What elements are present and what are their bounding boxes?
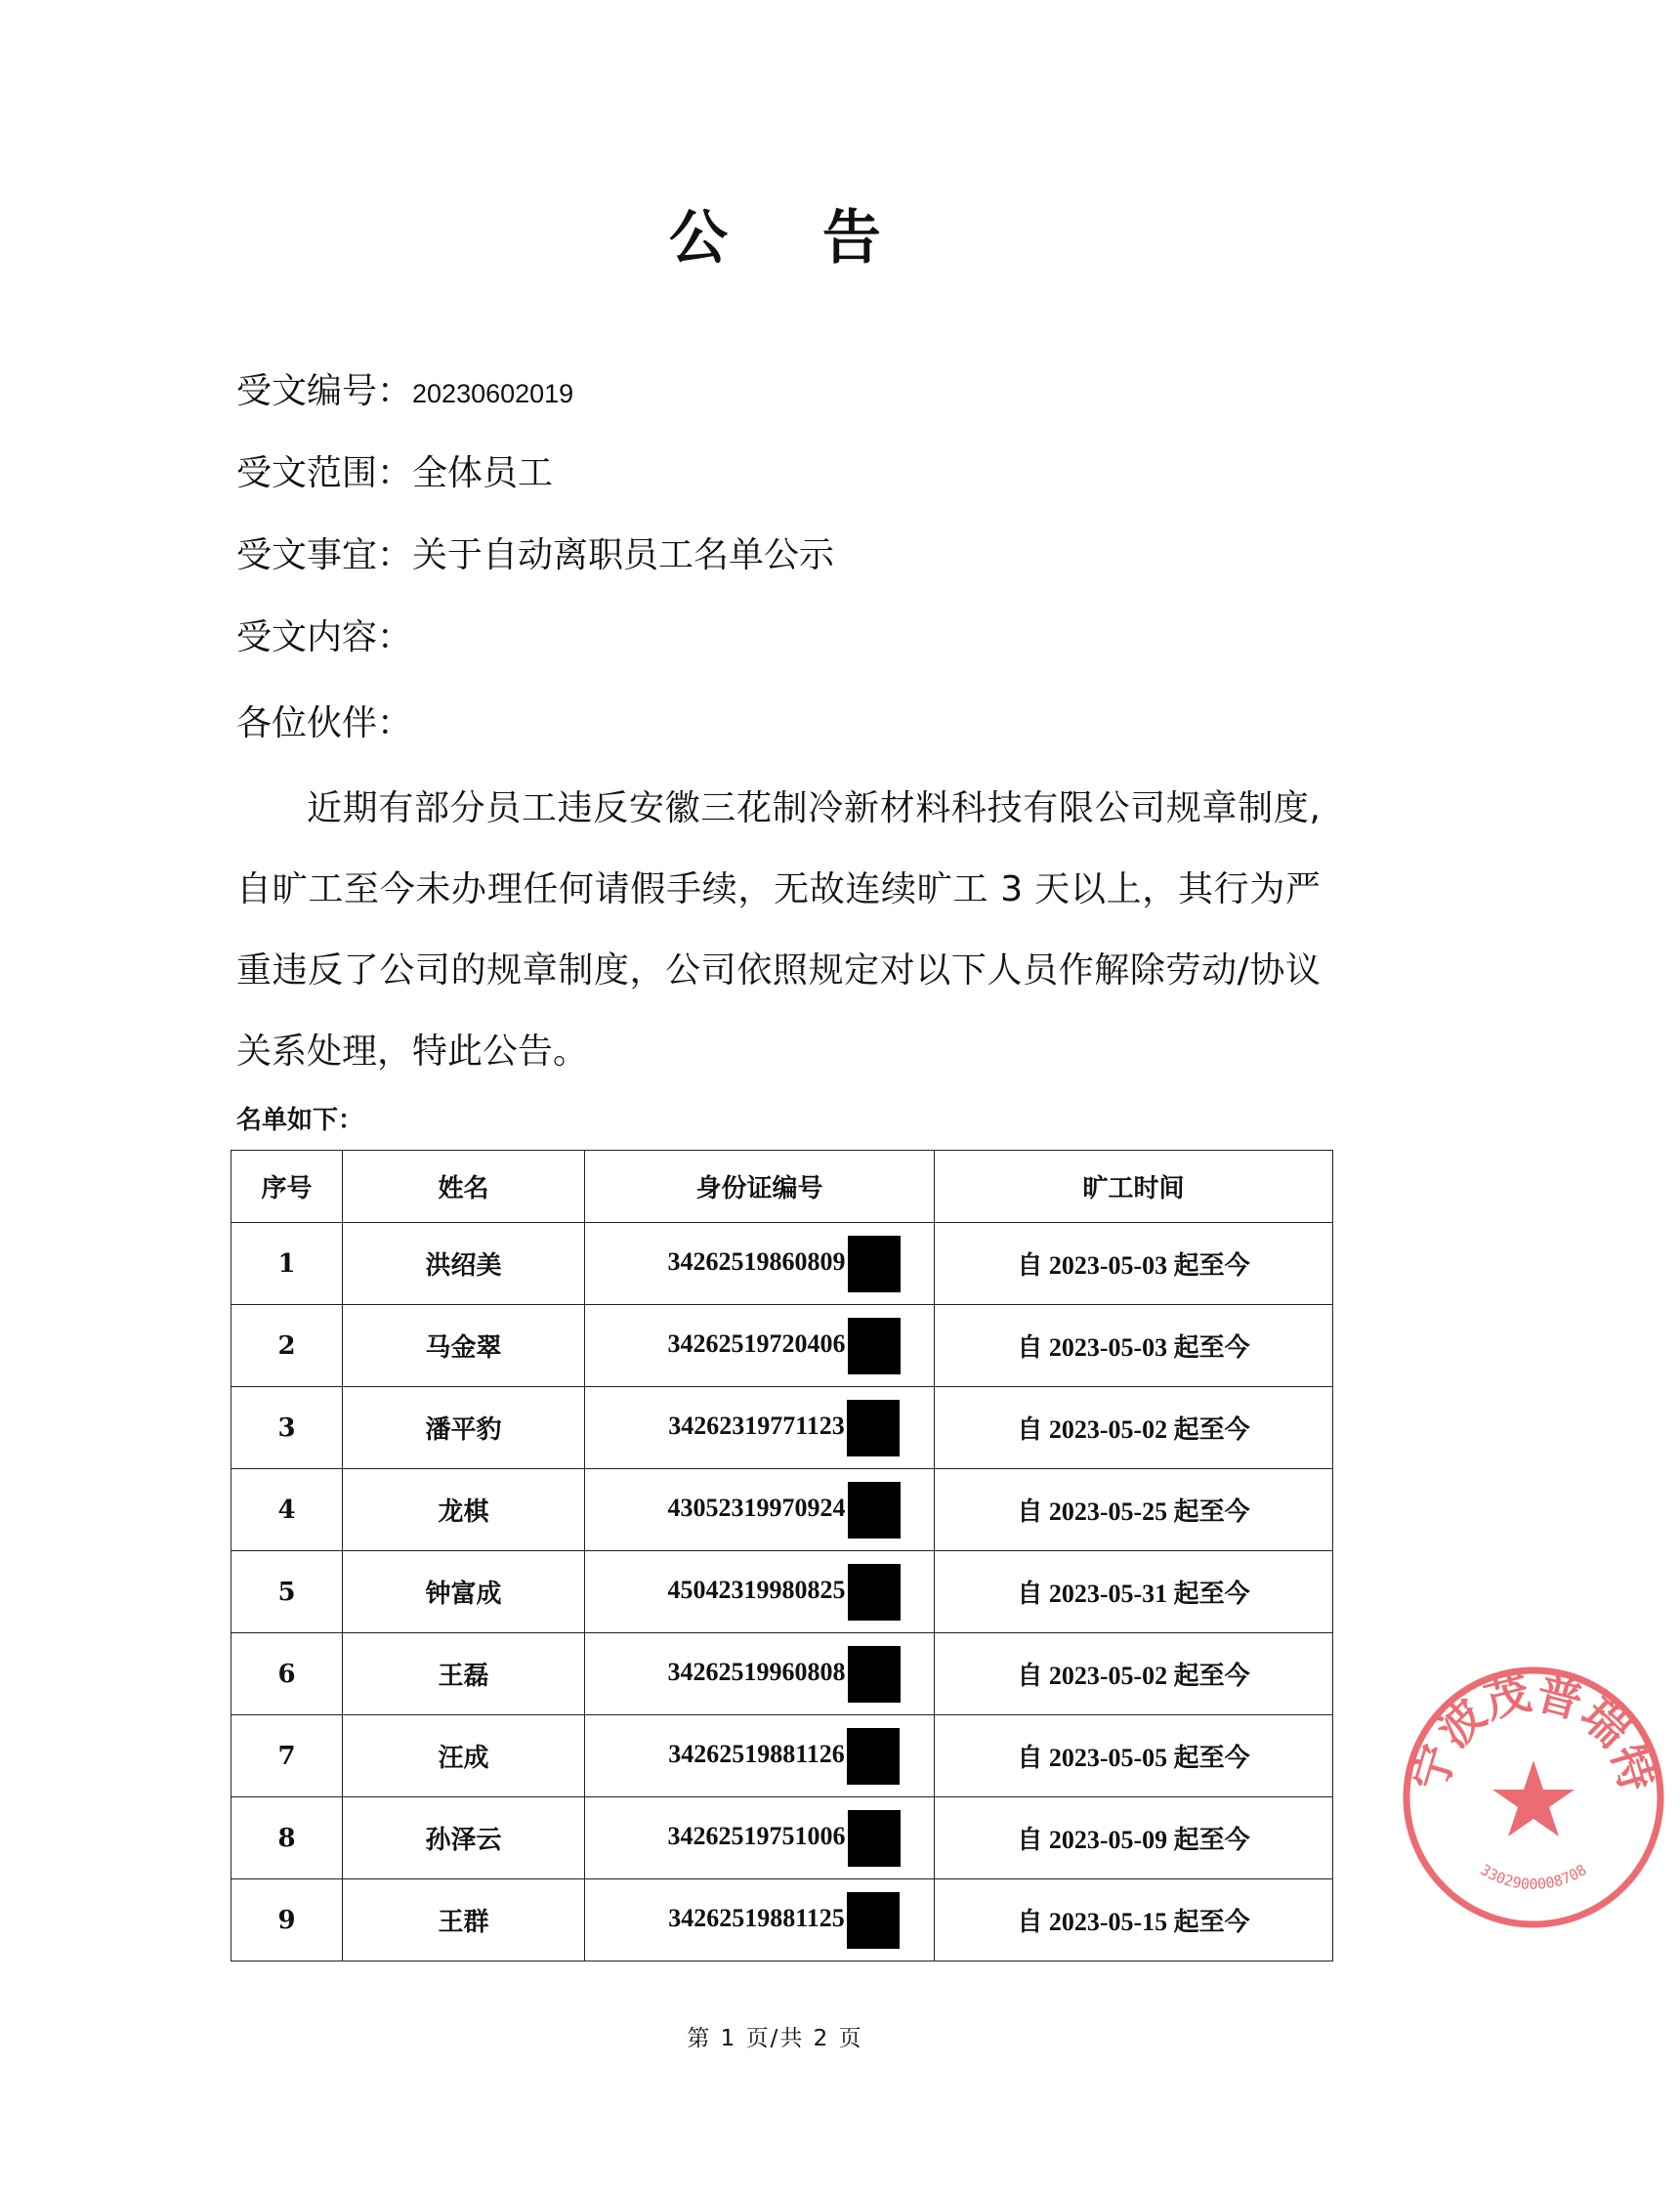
row-id-digits: 34262519720406 bbox=[667, 1328, 846, 1358]
scope-value: 全体员工 bbox=[412, 453, 554, 493]
redaction-block bbox=[848, 1318, 901, 1374]
row-no: 9 bbox=[231, 1879, 343, 1961]
row-no: 3 bbox=[231, 1387, 343, 1469]
content-row bbox=[236, 610, 412, 659]
row-time: 自 2023-05-31 起至今 bbox=[935, 1551, 1333, 1633]
greeting: 各位伙伴： bbox=[236, 703, 413, 743]
scope-row bbox=[236, 445, 553, 495]
announcement-body: 近期有部分员工违反安徽三花制冷新材料科技有限公司规章制度,自旷工至今未办理任何请假手续，无故连续旷工 3 天以上，其行为严重违反了公司的规章制度，公司依照规定对以下人员作解除劳动/协议关系处理，特此公告。 bbox=[236, 788, 1321, 1072]
row-id-digits: 43052319970924 bbox=[667, 1493, 846, 1522]
table-row bbox=[231, 1715, 1333, 1797]
row-name: 洪绍美 bbox=[343, 1223, 585, 1305]
row-id-digits: 34262519751006 bbox=[667, 1821, 846, 1850]
row-time: 自 2023-05-25 起至今 bbox=[935, 1469, 1333, 1551]
seal-text: 宁波茂普瑞特 bbox=[1402, 1666, 1665, 1797]
content-label: 受文内容： bbox=[236, 617, 413, 657]
row-no: 4 bbox=[231, 1469, 343, 1551]
row-name: 龙棋 bbox=[343, 1469, 585, 1551]
table-row bbox=[231, 1633, 1333, 1715]
row-id-digits: 45042319980825 bbox=[667, 1575, 846, 1604]
row-no: 2 bbox=[231, 1305, 343, 1387]
doc-number-row bbox=[236, 363, 573, 413]
row-id bbox=[585, 1387, 935, 1469]
company-seal bbox=[1387, 1651, 1680, 1944]
table-header-row bbox=[231, 1151, 1333, 1223]
table-row bbox=[231, 1797, 1333, 1879]
matter-label: 受文事宜： bbox=[236, 535, 413, 575]
row-id bbox=[585, 1551, 935, 1633]
list-label: 名单如下： bbox=[236, 1106, 364, 1135]
table-row bbox=[231, 1469, 1333, 1551]
table-row bbox=[231, 1387, 1333, 1469]
row-id-digits: 34262319771123 bbox=[668, 1411, 845, 1440]
row-time: 自 2023-05-05 起至今 bbox=[935, 1715, 1333, 1797]
header-id: 身份证编号 bbox=[585, 1151, 935, 1223]
doc-number-value: 20230602019 bbox=[412, 379, 574, 408]
row-name: 王群 bbox=[343, 1879, 585, 1961]
seal-star-icon bbox=[1492, 1760, 1575, 1836]
row-name: 马金翠 bbox=[343, 1305, 585, 1387]
row-id bbox=[585, 1633, 935, 1715]
page-footer: 第 1 页/共 2 页 bbox=[687, 2026, 863, 2051]
row-time: 自 2023-05-02 起至今 bbox=[935, 1387, 1333, 1469]
row-no: 1 bbox=[231, 1223, 343, 1305]
header-time: 旷工时间 bbox=[935, 1151, 1333, 1223]
row-time: 自 2023-05-09 起至今 bbox=[935, 1797, 1333, 1879]
redaction-block bbox=[848, 1564, 901, 1621]
row-name: 王磊 bbox=[343, 1633, 585, 1715]
row-id-digits: 34262519960808 bbox=[667, 1657, 846, 1686]
row-id bbox=[585, 1469, 935, 1551]
row-time: 自 2023-05-15 起至今 bbox=[935, 1879, 1333, 1961]
table-row bbox=[231, 1223, 1333, 1305]
matter-value: 关于自动离职员工名单公示 bbox=[412, 535, 835, 575]
row-time: 自 2023-05-03 起至今 bbox=[935, 1223, 1333, 1305]
row-no: 5 bbox=[231, 1551, 343, 1633]
row-name: 钟富成 bbox=[343, 1551, 585, 1633]
redaction-block bbox=[847, 1728, 900, 1785]
row-name: 潘平豹 bbox=[343, 1387, 585, 1469]
redaction-block bbox=[848, 1236, 901, 1292]
doc-number-label: 受文编号： bbox=[236, 371, 413, 411]
row-id bbox=[585, 1223, 935, 1305]
row-id bbox=[585, 1715, 935, 1797]
row-no: 8 bbox=[231, 1797, 343, 1879]
row-id bbox=[585, 1879, 935, 1961]
table-row bbox=[231, 1879, 1333, 1961]
employee-table bbox=[231, 1150, 1333, 1961]
row-time: 自 2023-05-02 起至今 bbox=[935, 1633, 1333, 1715]
row-id bbox=[585, 1305, 935, 1387]
table-row bbox=[231, 1305, 1333, 1387]
row-id bbox=[585, 1797, 935, 1879]
redaction-block bbox=[848, 1482, 901, 1539]
row-name: 汪成 bbox=[343, 1715, 585, 1797]
seal-number: 3302900008708 bbox=[1477, 1861, 1590, 1893]
redaction-block bbox=[848, 1810, 901, 1867]
row-name: 孙泽云 bbox=[343, 1797, 585, 1879]
scope-label: 受文范围： bbox=[236, 453, 413, 493]
page-title: 公 告 bbox=[669, 204, 918, 273]
row-id-digits: 34262519860809 bbox=[667, 1246, 846, 1276]
row-time: 自 2023-05-03 起至今 bbox=[935, 1305, 1333, 1387]
row-id-digits: 34262519881125 bbox=[668, 1903, 845, 1932]
redaction-block bbox=[848, 1646, 901, 1703]
table-row bbox=[231, 1551, 1333, 1633]
row-id-digits: 34262519881126 bbox=[668, 1739, 845, 1768]
matter-row bbox=[236, 527, 834, 577]
redaction-block bbox=[847, 1892, 900, 1949]
header-name: 姓名 bbox=[343, 1151, 585, 1223]
redaction-block bbox=[847, 1400, 900, 1456]
row-no: 7 bbox=[231, 1715, 343, 1797]
row-no: 6 bbox=[231, 1633, 343, 1715]
header-no: 序号 bbox=[231, 1151, 343, 1223]
